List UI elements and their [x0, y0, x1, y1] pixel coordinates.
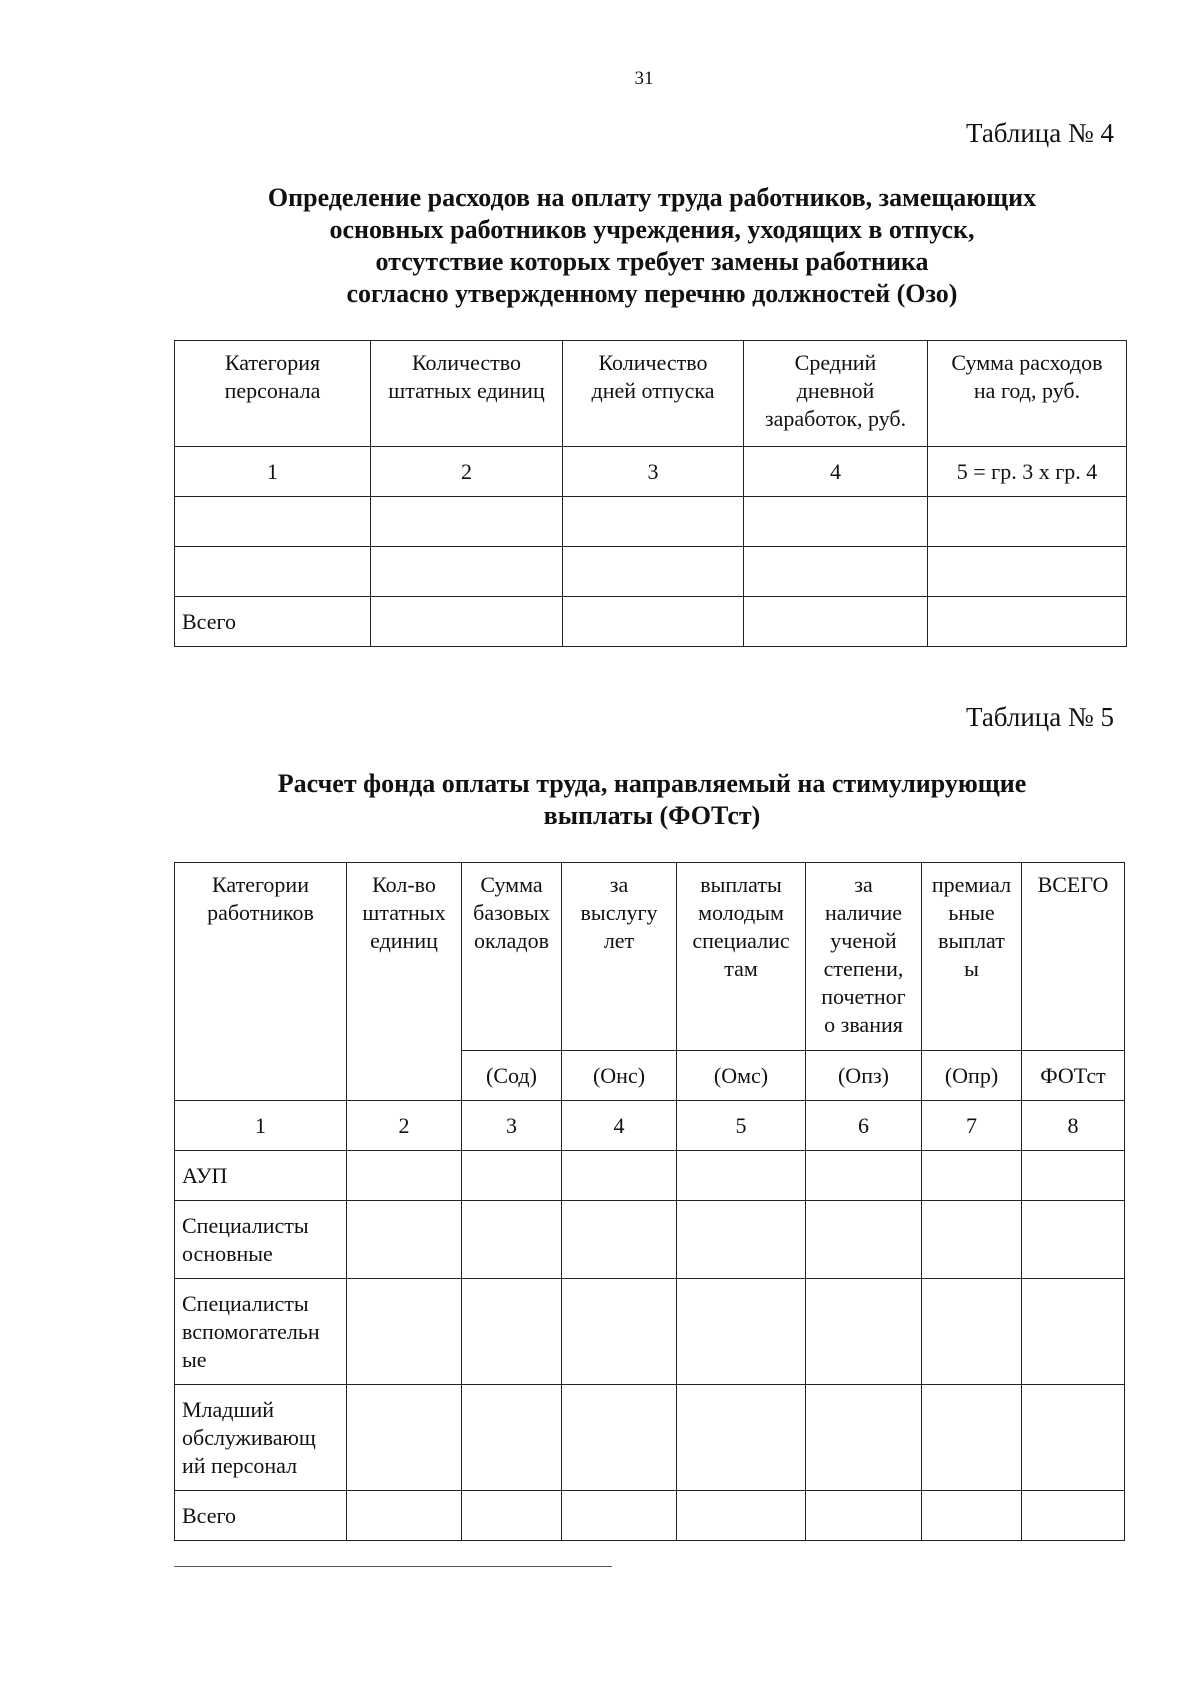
- table-cell: [922, 1385, 1022, 1491]
- row-label-text: Специалисты: [182, 1212, 309, 1238]
- header-cell: [922, 863, 1022, 1051]
- table-cell: [563, 597, 744, 647]
- table-cell: [347, 1201, 462, 1279]
- column-number: 3: [462, 1101, 562, 1151]
- table-cell: [462, 1151, 562, 1201]
- header-text: ученой: [830, 928, 897, 953]
- table-cell: [347, 1491, 462, 1541]
- header-text: ы: [964, 956, 979, 981]
- header-cell: [563, 341, 744, 447]
- header-text: Сумма расходов: [951, 350, 1103, 375]
- table-cell: [744, 597, 928, 647]
- column-number: 1: [175, 447, 371, 497]
- table-cell: [1022, 1201, 1125, 1279]
- numbering-row: [175, 447, 1127, 497]
- table-cell: [922, 1491, 1022, 1541]
- table-row: [175, 497, 1127, 547]
- header-cell: [677, 863, 806, 1051]
- table-cell: [806, 1491, 922, 1541]
- header-cell: [462, 863, 562, 1051]
- table-cell: [562, 1151, 677, 1201]
- header-cell: [1022, 863, 1125, 1051]
- table-cell: [677, 1491, 806, 1541]
- header-cell: [928, 341, 1127, 447]
- header-text: базовых: [473, 900, 550, 925]
- table-row: [175, 1201, 1125, 1279]
- table-cell: [563, 497, 744, 547]
- row-label: [175, 1201, 347, 1279]
- total-label: Всего: [175, 597, 371, 647]
- column-code: (Сод): [462, 1051, 562, 1101]
- table-cell: [562, 1279, 677, 1385]
- table-cell: [347, 1279, 462, 1385]
- table-cell: [928, 547, 1127, 597]
- column-number: 8: [1022, 1101, 1125, 1151]
- header-text: специалис: [692, 928, 790, 953]
- header-cell: [175, 863, 347, 1101]
- table-cell: [928, 497, 1127, 547]
- header-cell: [371, 341, 563, 447]
- table-cell: [677, 1385, 806, 1491]
- column-number: 5: [677, 1101, 806, 1151]
- table-cell: [806, 1385, 922, 1491]
- table-cell: [562, 1201, 677, 1279]
- header-text: лет: [603, 928, 635, 953]
- table-cell: [1022, 1385, 1125, 1491]
- header-text: за: [609, 872, 629, 897]
- header-row: [175, 341, 1127, 447]
- row-label-text: вспомогательн: [182, 1318, 320, 1344]
- header-text: за: [854, 872, 873, 897]
- header-text: там: [724, 956, 758, 981]
- header-cell: [562, 863, 677, 1051]
- table-cell: [1022, 1491, 1125, 1541]
- table-cell: [562, 1385, 677, 1491]
- header-text: единиц: [370, 928, 438, 953]
- header-cell: [744, 341, 928, 447]
- table-4-title-line: отсутствие которых требует замены работника: [375, 247, 929, 276]
- table-cell: [347, 1151, 462, 1201]
- table-cell: [677, 1201, 806, 1279]
- column-code: ФОТст: [1022, 1051, 1125, 1101]
- column-code: (Омс): [677, 1051, 806, 1101]
- column-number: 2: [371, 447, 563, 497]
- table-cell: [462, 1491, 562, 1541]
- header-text: персонала: [224, 378, 321, 403]
- total-row: [175, 1491, 1125, 1541]
- header-text: заработок, руб.: [764, 406, 907, 431]
- table-cell: [744, 497, 928, 547]
- table-cell: [806, 1201, 922, 1279]
- table-cell: [744, 547, 928, 597]
- header-cell: [806, 863, 922, 1051]
- table-cell: [347, 1385, 462, 1491]
- column-code: (Опз): [806, 1051, 922, 1101]
- header-text: ВСЕГО: [1037, 872, 1109, 897]
- header-cell: [347, 863, 462, 1101]
- table-cell: [1022, 1279, 1125, 1385]
- header-text: почетног: [821, 984, 906, 1009]
- row-label: [175, 1385, 347, 1491]
- table-5-title-line: выплаты (ФОТст): [543, 801, 761, 830]
- table-row: [175, 1385, 1125, 1491]
- header-text: Количество: [598, 350, 708, 375]
- row-label: [175, 1151, 347, 1201]
- header-text: Категория: [224, 350, 321, 375]
- header-text: Кол-во: [372, 872, 436, 897]
- table-cell: [806, 1279, 922, 1385]
- table-cell: [371, 497, 563, 547]
- table-5-title: [172, 768, 1132, 832]
- row-label-text: обслуживающ: [182, 1424, 316, 1450]
- row-label-text: Специалисты: [182, 1290, 309, 1316]
- table-cell: [806, 1151, 922, 1201]
- table-cell: [462, 1385, 562, 1491]
- page-number: 31: [634, 68, 654, 89]
- row-label-text: ые: [182, 1346, 207, 1372]
- table-cell: [562, 1491, 677, 1541]
- column-number: 6: [806, 1101, 922, 1151]
- row-label: [175, 1491, 347, 1541]
- column-number: 4: [744, 447, 928, 497]
- header-text: дневной: [796, 378, 875, 403]
- table-row: [175, 1279, 1125, 1385]
- table-row: [175, 1151, 1125, 1201]
- row-label-text: ий персонал: [182, 1452, 298, 1478]
- total-row: [175, 597, 1127, 647]
- table-cell: [371, 597, 563, 647]
- table-4-title-line: Определение расходов на оплату труда работников, замещающих: [267, 183, 1037, 212]
- header-text: наличие: [824, 900, 903, 925]
- table-cell: [462, 1201, 562, 1279]
- header-row: [175, 863, 1125, 1051]
- header-text: молодым: [698, 900, 784, 925]
- table-4-title-line: основных работников учреждения, уходящих в отпуск,: [329, 215, 975, 244]
- header-text: работников: [207, 900, 314, 925]
- table-4-label: Таблица № 4: [966, 118, 1114, 148]
- numbering-row: [175, 1101, 1125, 1151]
- table-cell: [175, 497, 371, 547]
- column-number: 5 = гр. 3 x гр. 4: [928, 447, 1127, 497]
- table-cell: [462, 1279, 562, 1385]
- header-text: на год, руб.: [973, 378, 1081, 403]
- column-code: (Опр): [922, 1051, 1022, 1101]
- table-cell: [922, 1279, 1022, 1385]
- header-text: штатных единиц: [388, 378, 545, 403]
- table-cell: [563, 547, 744, 597]
- column-number: 4: [562, 1101, 677, 1151]
- row-label: [175, 1279, 347, 1385]
- table-cell: [677, 1151, 806, 1201]
- column-number: 3: [563, 447, 744, 497]
- table-cell: [371, 547, 563, 597]
- table-cell: [922, 1151, 1022, 1201]
- header-text: степени,: [823, 956, 904, 981]
- expenses-table: [174, 340, 1127, 647]
- column-number: 7: [922, 1101, 1022, 1151]
- column-number: 1: [175, 1101, 347, 1151]
- table-5-title-line: Расчет фонда оплаты труда, направляемый на стимулирующие: [277, 769, 1027, 798]
- table-cell: [677, 1279, 806, 1385]
- stimulating-payments-table: [174, 862, 1125, 1541]
- footnote-divider: [174, 1566, 612, 1567]
- header-text: Средний: [794, 350, 877, 375]
- table-cell: [1022, 1151, 1125, 1201]
- header-cell: [175, 341, 371, 447]
- table-4-title-line: согласно утвержденному перечню должностей (Озо): [346, 279, 958, 308]
- table-cell: [175, 547, 371, 597]
- header-text: выплаты: [700, 872, 782, 897]
- column-number: 2: [347, 1101, 462, 1151]
- header-text: Категории: [212, 872, 309, 897]
- header-text: о звания: [824, 1012, 903, 1037]
- header-text: штатных: [362, 900, 446, 925]
- total-label: Всего: [182, 1502, 236, 1528]
- header-text: выслугу: [580, 900, 658, 925]
- table-cell: [922, 1201, 1022, 1279]
- table-cell: [928, 597, 1127, 647]
- row-label-text: основные: [182, 1240, 273, 1266]
- header-text: дней отпуска: [591, 378, 715, 403]
- table-4-title: [172, 182, 1132, 310]
- header-text: ьные: [948, 900, 995, 925]
- row-label-text: АУП: [182, 1162, 228, 1188]
- row-label-text: Младший: [182, 1396, 274, 1422]
- table-5-label: Таблица № 5: [966, 702, 1114, 732]
- header-text: окладов: [473, 928, 549, 953]
- header-text: Количество: [411, 350, 522, 375]
- header-text: Сумма: [480, 872, 543, 897]
- header-text: премиал: [931, 872, 1012, 897]
- table-row: [175, 547, 1127, 597]
- column-code: (Онс): [562, 1051, 677, 1101]
- header-text: выплат: [938, 928, 1005, 953]
